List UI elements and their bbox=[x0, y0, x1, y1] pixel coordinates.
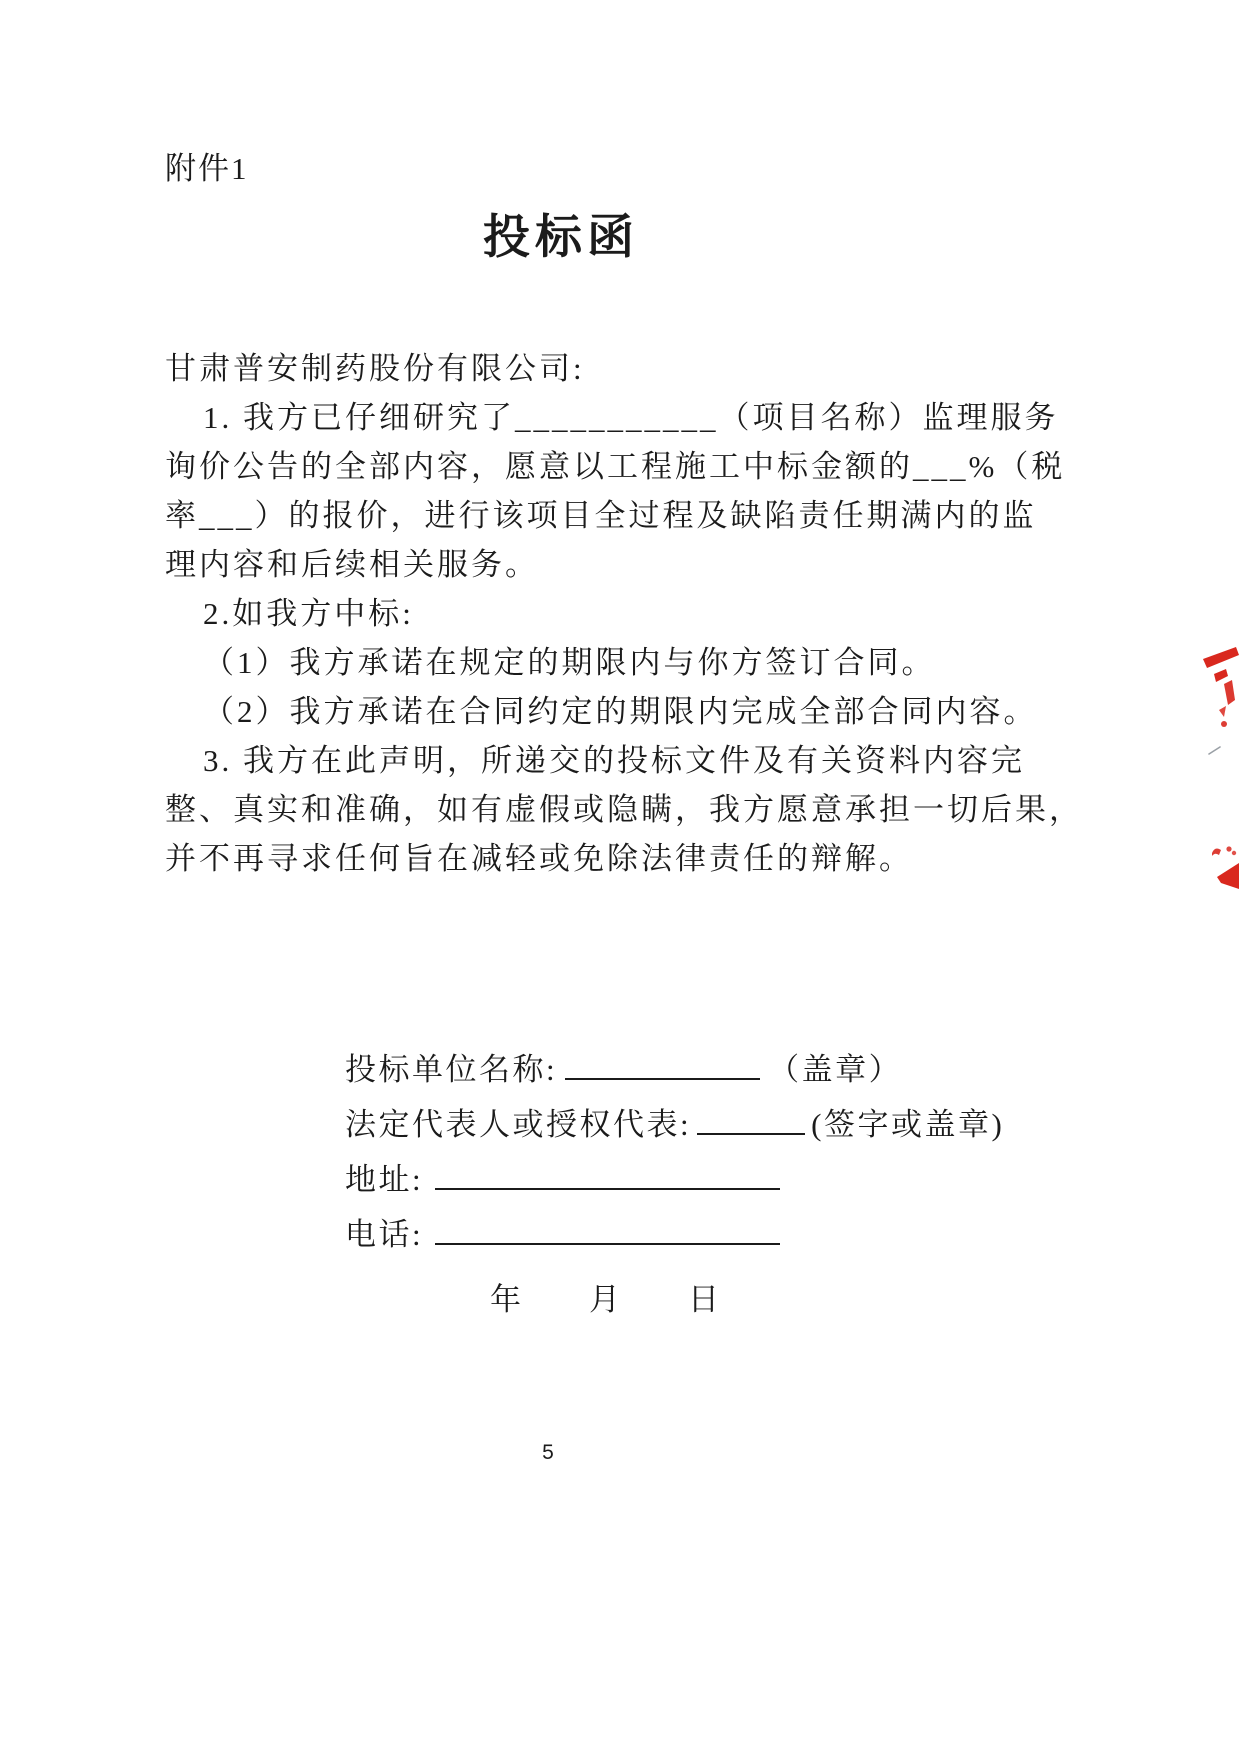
phone-blank bbox=[435, 1207, 780, 1245]
page-number: 5 bbox=[542, 1441, 554, 1464]
body-line: 并不再寻求任何旨在减轻或免除法律责任的辩解。 bbox=[165, 841, 913, 876]
address-blank bbox=[435, 1152, 780, 1190]
body-line: 询价公告的全部内容，愿意以工程施工中标金额的___%（税 bbox=[165, 449, 1066, 484]
bidder-name-blank bbox=[565, 1042, 760, 1080]
body-line: 率___）的报价，进行该项目全过程及缺陷责任期满内的监 bbox=[165, 498, 1037, 533]
body-line: 1. 我方已仔细研究了___________（项目名称）监理服务 bbox=[203, 400, 1059, 435]
sign-or-seal-suffix: (签字或盖章) bbox=[811, 1107, 1005, 1142]
pencil-tick-icon bbox=[1208, 745, 1222, 757]
attachment-label: 附件1 bbox=[165, 151, 249, 186]
salutation-line: 甘肃普安制药股份有限公司: bbox=[165, 351, 585, 386]
page-title: 投标函 bbox=[483, 212, 639, 264]
bidder-name-label: 投标单位名称: bbox=[345, 1052, 558, 1087]
body-line: （1）我方承诺在规定的期限内与你方签订合同。 bbox=[203, 645, 936, 680]
phone-row bbox=[345, 1207, 1004, 1262]
bidder-name-row bbox=[345, 1042, 1004, 1097]
date-line: 年 月 日 bbox=[490, 1282, 721, 1317]
legal-representative-row bbox=[345, 1097, 1004, 1152]
body-line: （2）我方承诺在合同约定的期限内完成全部合同内容。 bbox=[203, 694, 1038, 729]
stamp-fragment-icon bbox=[1199, 640, 1239, 732]
address-label: 地址: bbox=[345, 1162, 424, 1197]
letter-body bbox=[165, 344, 1090, 883]
stamp-fragment-icon bbox=[1207, 843, 1239, 891]
body-line: 3. 我方在此声明，所递交的投标文件及有关资料内容完 bbox=[203, 743, 1025, 778]
legal-representative-label: 法定代表人或授权代表: bbox=[345, 1107, 692, 1142]
body-line: 整、真实和准确，如有虚假或隐瞒，我方愿意承担一切后果， bbox=[165, 792, 1083, 827]
body-line: 理内容和后续相关服务。 bbox=[165, 547, 539, 582]
body-line: 2.如我方中标: bbox=[203, 596, 414, 631]
address-row bbox=[345, 1152, 1004, 1207]
signature-block bbox=[345, 1042, 1004, 1327]
phone-label: 电话: bbox=[345, 1217, 424, 1252]
seal-suffix: （盖章） bbox=[768, 1052, 903, 1087]
legal-representative-blank bbox=[697, 1097, 805, 1135]
